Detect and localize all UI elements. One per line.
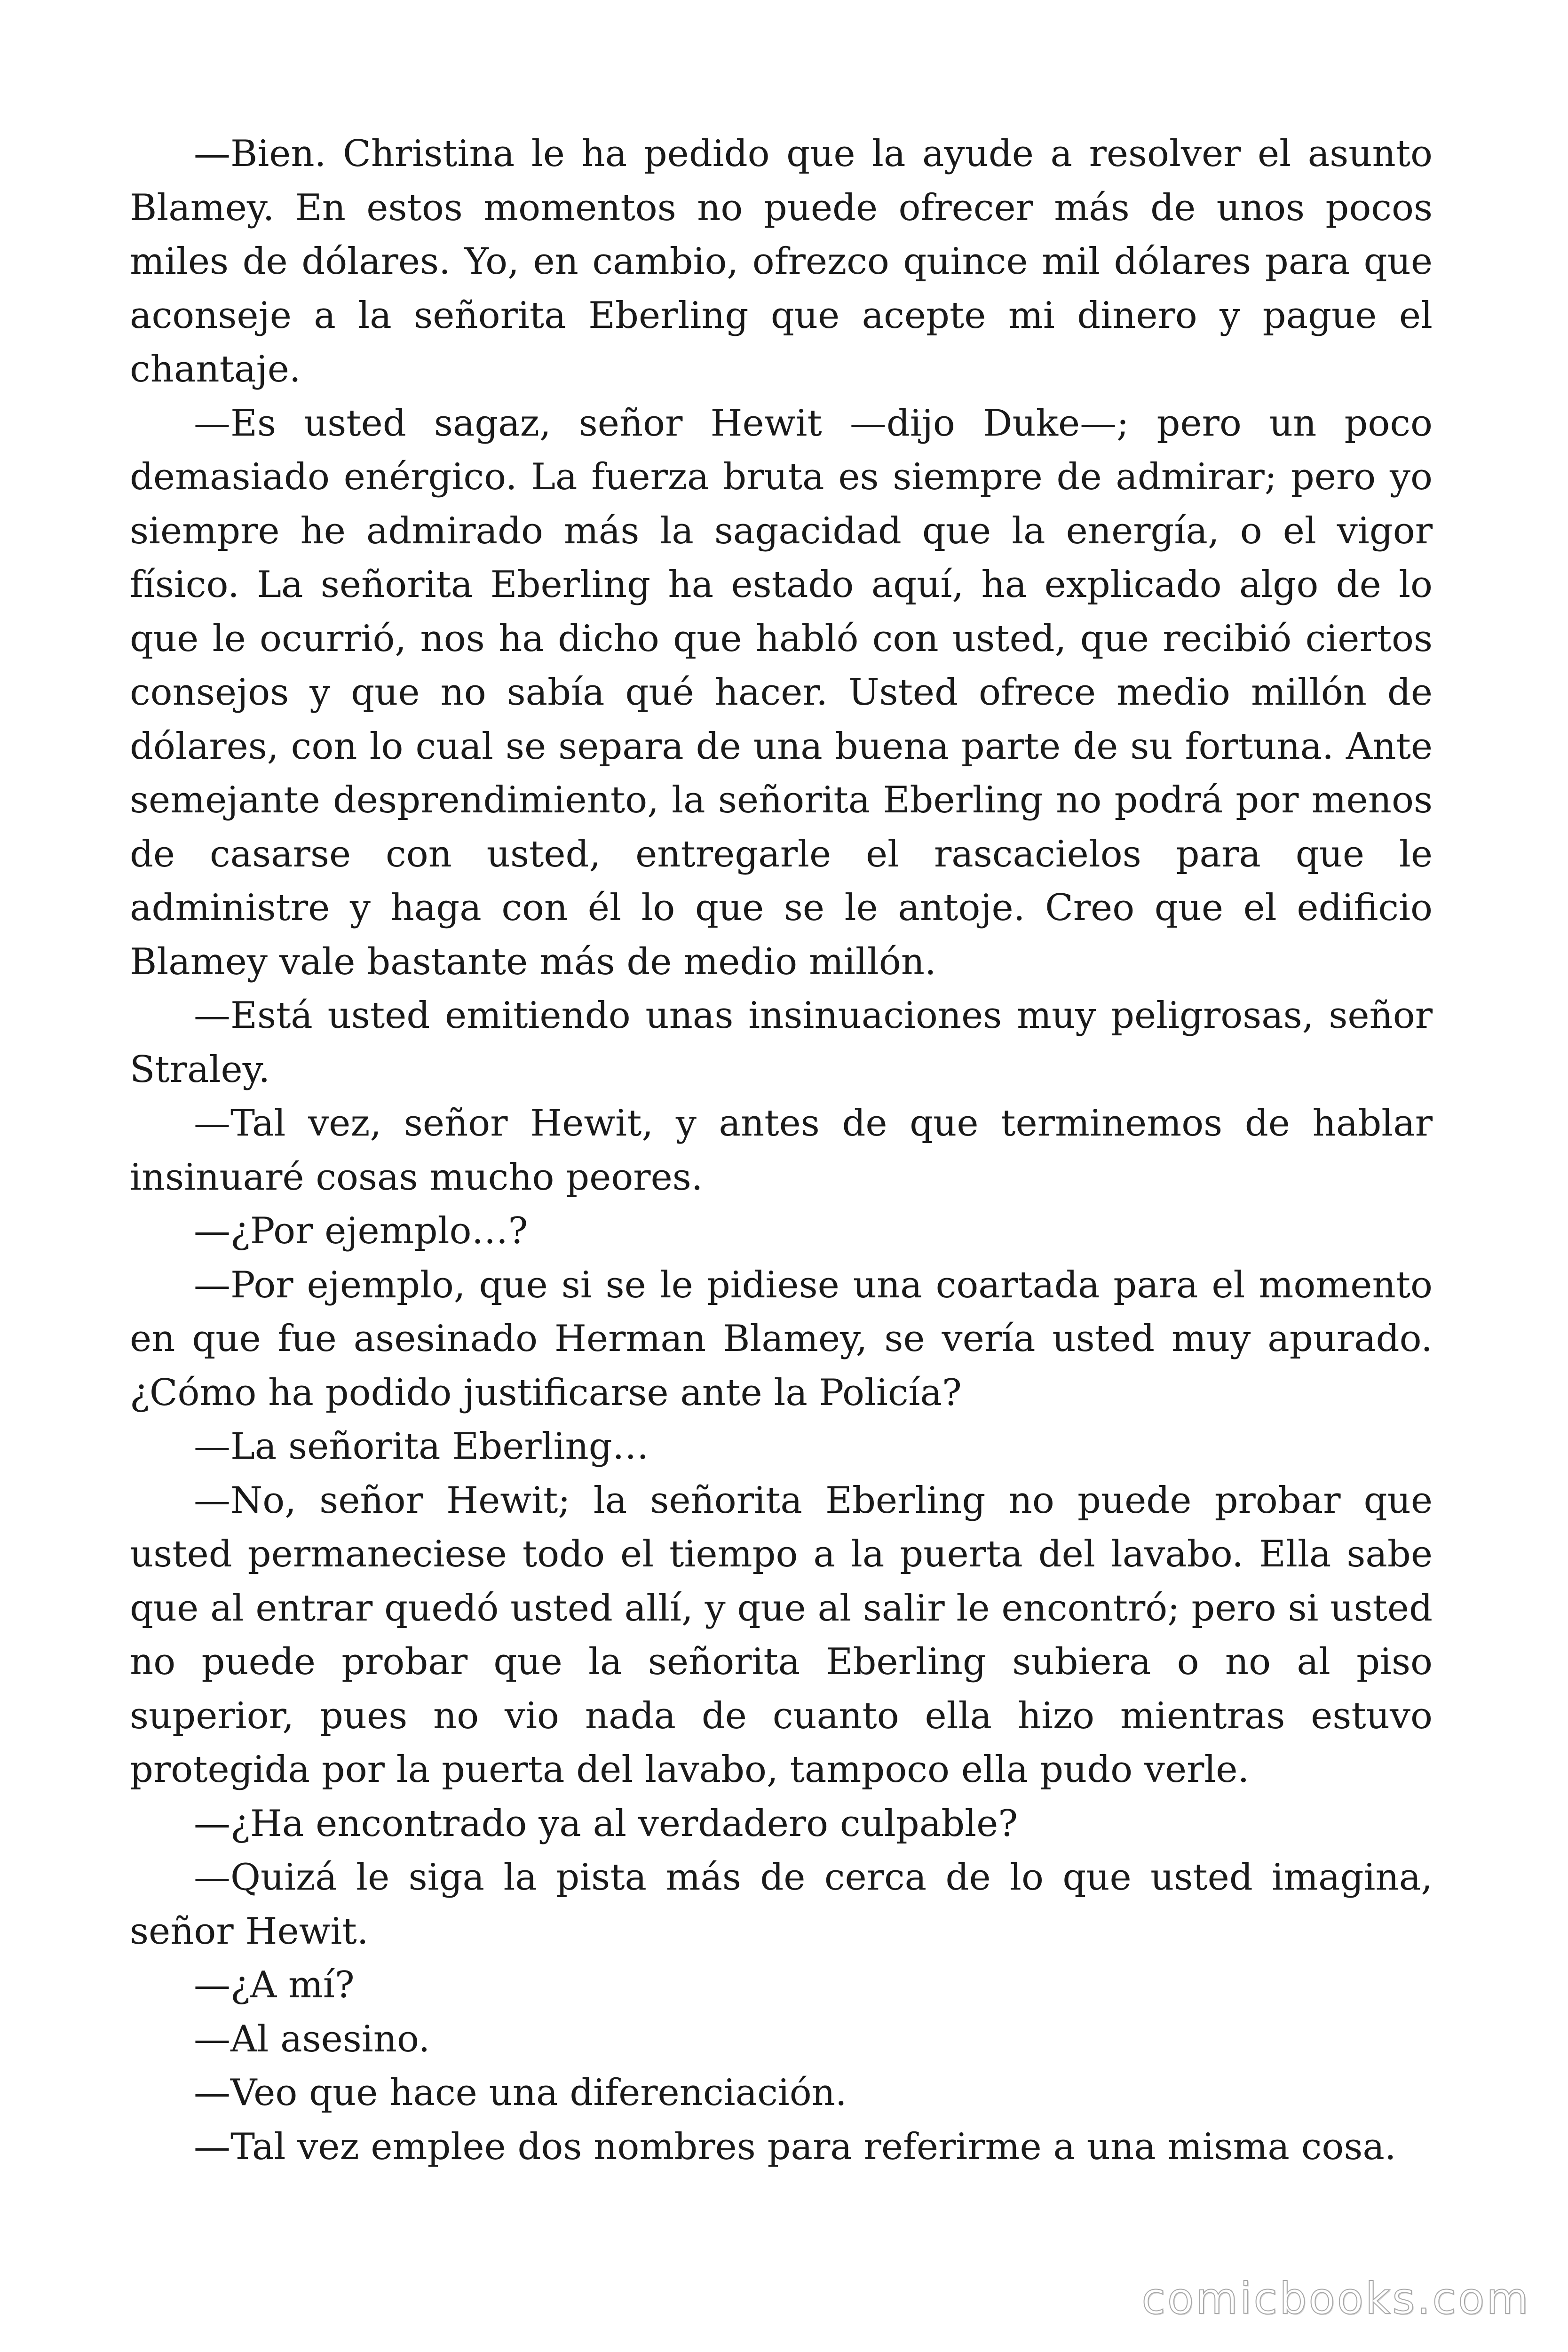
paragraph: —Es usted sagaz, señor Hewit —dijo Duke—; pero un poco demasiado enérgico. La fuerza bruta es siempre de admirar; pero yo siempre he admirado más la sagacidad que la energía, o el vigor físico. La señorita Eberling ha estado aquí, ha explicado algo de lo que le ocurrió, nos ha dicho que habló con usted, que recibió ciertos consejos y que no sabía qué hacer. Usted ofrece medio millón de dólares, con lo cual se separa de una buena parte de su fortuna. Ante semejante desprendimiento, la señorita Eberling no podrá por menos de casarse con usted, entregarle el rascacielos para que le administre y haga con él lo que se le antoje. Creo que el edificio Blamey vale bastante más de medio millón.: [130, 402, 1433, 983]
paragraph: —Está usted emitiendo unas insinuaciones muy peligrosas, señor Straley.: [130, 994, 1433, 1091]
paragraph: —Bien. Christina le ha pedido que la ayude a resolver el asunto Blamey. En estos momentos no puede ofrecer más de unos pocos miles de dólares. Yo, en cambio, ofrezco quince mil dólares para que aconseje a la señorita Eberling que acepte mi dinero y pague el chantaje.: [130, 133, 1433, 390]
paragraph: —Al asesino.: [194, 2018, 430, 2060]
page-body-text: [130, 127, 1433, 2174]
paragraph: —¿A mí?: [194, 1964, 355, 2006]
paragraph: —Por ejemplo, que si se le pidiese una coartada para el momento en que fue asesinado Herman Blamey, se vería usted muy apurado. ¿Cómo ha podido justificarse ante la Policía?: [130, 1263, 1433, 1414]
paragraph: —No, señor Hewit; la señorita Eberling no puede probar que usted permaneciese todo el tiempo a la puerta del lavabo. Ella sabe que al entrar quedó usted allí, y que al salir le encontró; pero si usted no puede probar que la señorita Eberling subiera o no al piso superior, pues no vio nada de cuanto ella hizo mientras estuvo protegida por la puerta del lavabo, tampoco ella pudo verle.: [130, 1479, 1433, 1791]
watermark: comicbooks.com: [1141, 2273, 1530, 2324]
paragraph: —Tal vez emplee dos nombres para referirme a una misma cosa.: [194, 2125, 1396, 2168]
paragraph: —Tal vez, señor Hewit, y antes de que terminemos de hablar insinuaré cosas mucho peores.: [130, 1102, 1433, 1199]
paragraph: —¿Por ejemplo…?: [194, 1210, 528, 1252]
paragraph: —La señorita Eberling…: [194, 1425, 649, 1468]
paragraph: —Veo que hace una diferenciación.: [194, 2072, 847, 2114]
paragraph: —Quizá le siga la pista más de cerca de lo que usted imagina, señor Hewit.: [130, 1856, 1433, 1953]
paragraph: —¿Ha encontrado ya al verdadero culpable?: [194, 1802, 1018, 1845]
